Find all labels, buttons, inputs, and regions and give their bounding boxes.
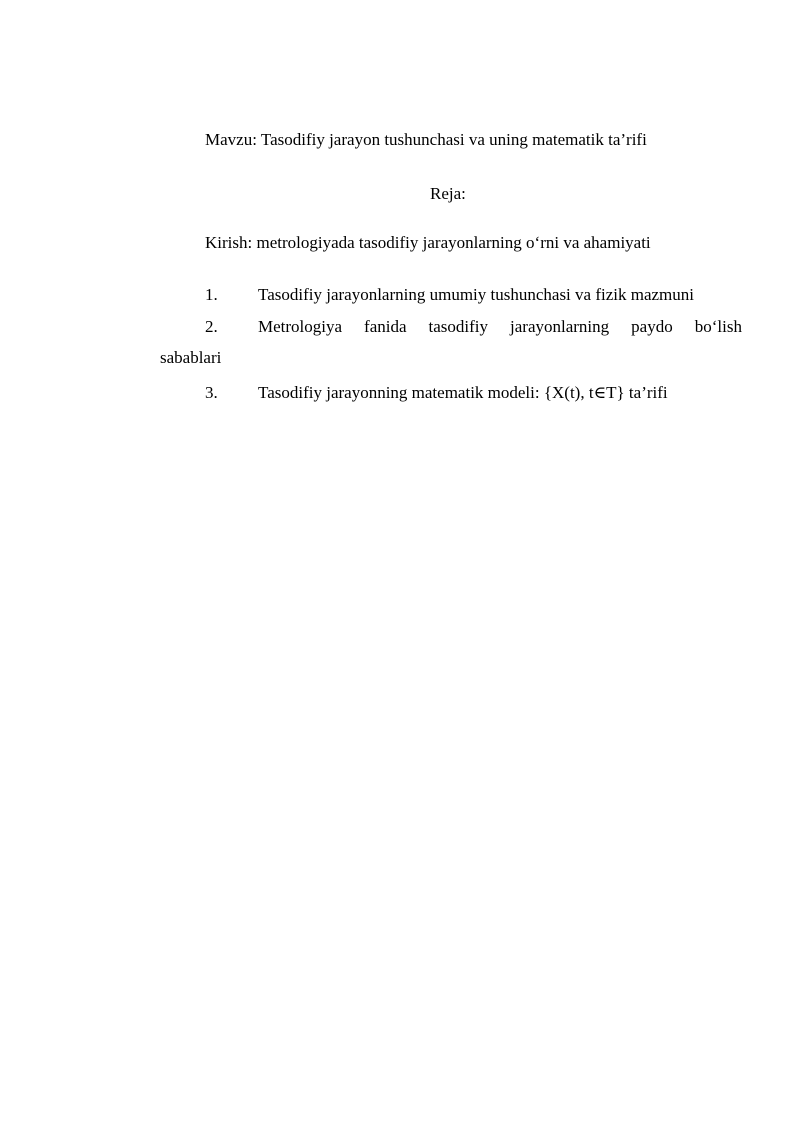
item-2-word: fanida bbox=[364, 317, 407, 336]
item-1-text: Tasodifiy jarayonlarning umumiy tushunchasi va fizik mazmuni bbox=[258, 285, 694, 304]
item-2-continuation: sabablari bbox=[160, 348, 222, 367]
item-2-word: jarayonlarning bbox=[510, 317, 610, 336]
intro-line: Kirish: metrologiyada tasodifiy jarayonlarning o‘rni va ahamiyati bbox=[205, 233, 651, 252]
item-2-word: Metrologiya bbox=[258, 317, 343, 336]
item-2-text bbox=[258, 318, 742, 335]
item-2-word: paydo bbox=[631, 317, 673, 336]
item-3-text: Tasodifiy jarayonning matematik modeli: {X(t), t∈T} ta’rifi bbox=[258, 383, 668, 402]
item-1-number: 1. bbox=[205, 285, 218, 304]
item-2-number: 2. bbox=[205, 317, 218, 336]
item-3-number: 3. bbox=[205, 383, 218, 402]
item-2-word: tasodifiy bbox=[428, 317, 489, 336]
item-2-word: bo‘lish bbox=[694, 317, 742, 336]
topic-line: Mavzu: Tasodifiy jarayon tushunchasi va uning matematik ta’rifi bbox=[205, 130, 647, 149]
plan-heading: Reja: bbox=[430, 184, 466, 203]
